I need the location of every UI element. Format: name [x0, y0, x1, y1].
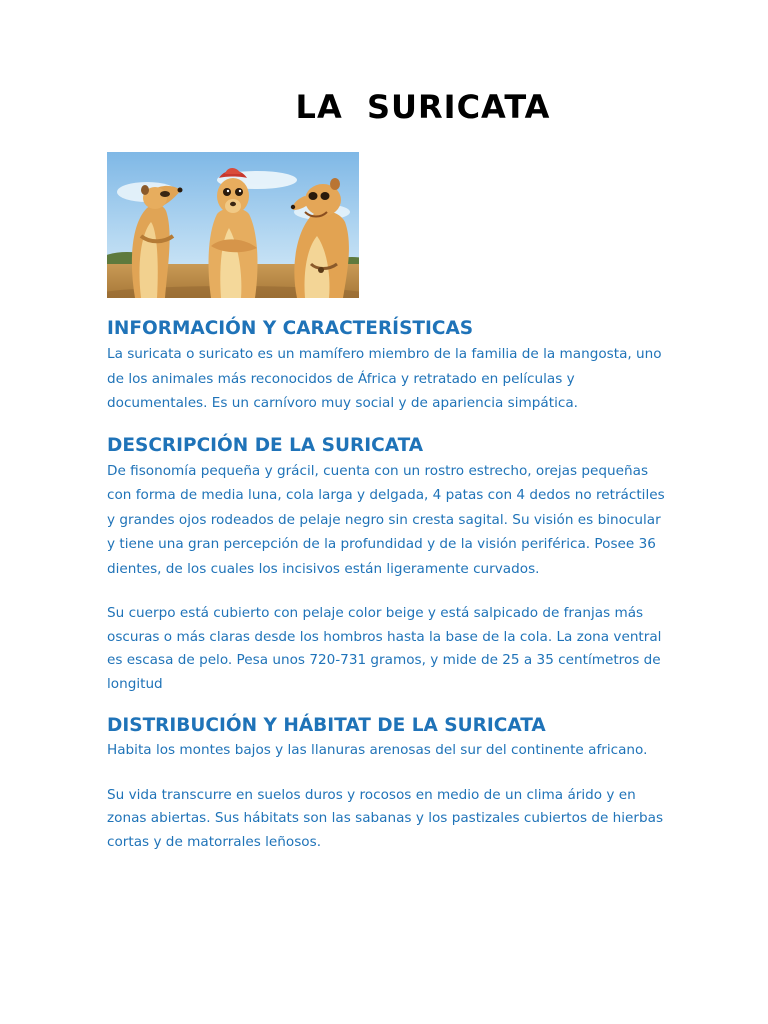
paragraph-informacion: La suricata o suricato es un mamífero miembro de la familia de la mangosta, uno de los animales más reconocidos de África y retratado en películas y documentales. Es un carnívoro muy social y de apariencia simpática. [107, 346, 662, 411]
meerkat-illustration [107, 152, 359, 298]
paragraph-descripcion-1: De fisonomía pequeña y grácil, cuenta con un rostro estrecho, orejas pequeñas con forma de media luna, cola larga y delgada, 4 patas con 4 dedos no retráctiles y grandes ojos rodeados de pelaje negro sin cresta sagital. Su visión es binocular y tiene una gran percepción de la profundidad y de la visión periférica. Posee 36 dientes, de los cuales los incisivos están ligeramente curvados. [107, 462, 665, 577]
section-heading-informacion: INFORMACIÓN Y CARACTERÍSTICAS [107, 318, 474, 339]
page-title: LA SURICATA [295, 88, 551, 126]
meerkat-cartoon-image [107, 152, 359, 298]
section-heading-descripcion: DESCRIPCIÓN DE LA SURICATA [107, 434, 424, 456]
paragraph-descripcion-2: Su cuerpo está cubierto con pelaje color beige y está salpicado de franjas más oscuras o más claras desde los hombros hasta la base de la cola. La zona ventral es escasa de pelo. Pesa unos 720-731 gramos, y mide de 25 a 35 centímetros de longitud [107, 605, 662, 692]
document-body [107, 316, 667, 854]
paragraph-distribucion-1: Habita los montes bajos y las llanuras arenosas del sur del continente africano. [107, 742, 648, 758]
section-heading-distribucion: DISTRIBUCIÓN Y HÁBITAT DE LA SURICATA [107, 715, 546, 736]
paragraph-distribucion-2: Su vida transcurre en suelos duros y rocosos en medio de un clima árido y en zonas abiertas. Sus hábitats son las sabanas y los pastizales cubiertos de hierbas cortas y de matorrales leñosos. [107, 786, 664, 850]
